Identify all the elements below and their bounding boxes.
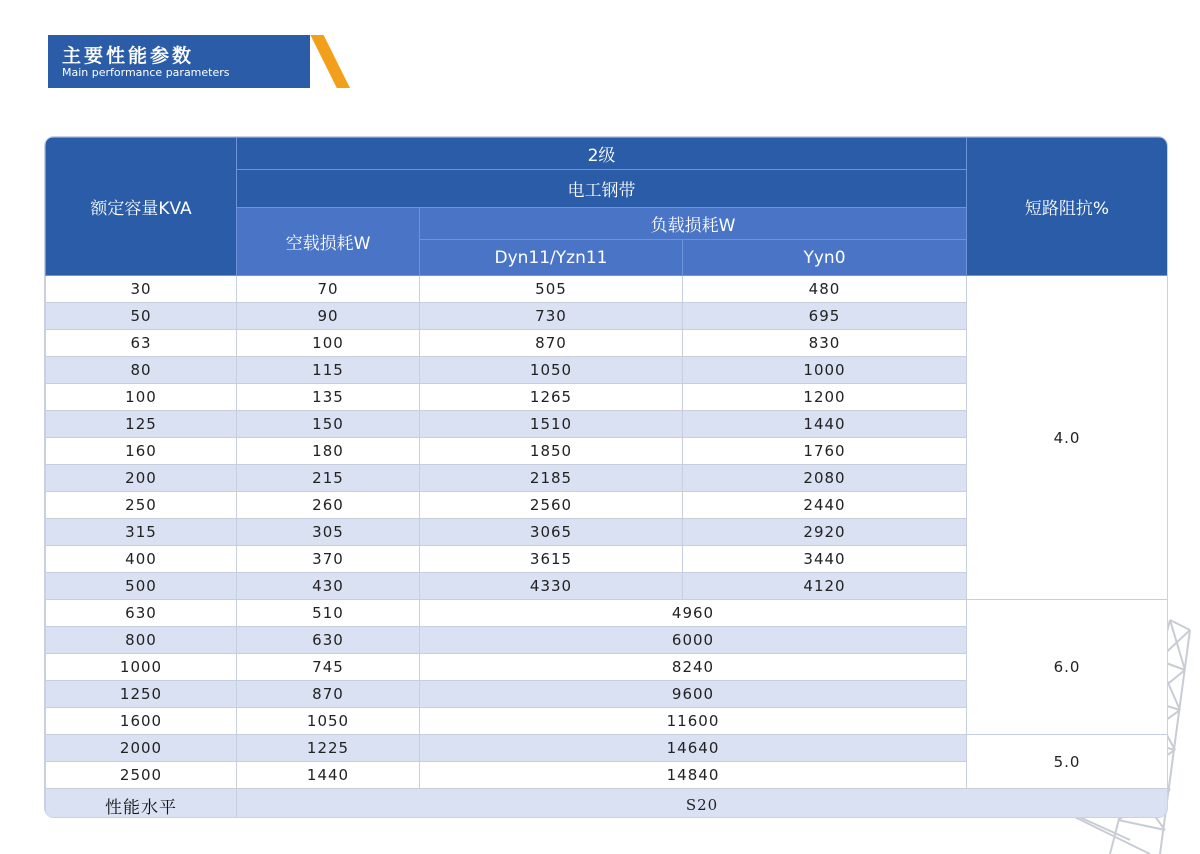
impedance-cell: 5.0 bbox=[967, 735, 1168, 789]
capacity-cell: 1000 bbox=[46, 654, 237, 681]
impedance-cell: 4.0 bbox=[967, 276, 1168, 600]
dyn-load-cell: 1510 bbox=[420, 411, 683, 438]
header-load-loss: 负载损耗W bbox=[420, 208, 967, 240]
table-row bbox=[46, 735, 1168, 762]
capacity-cell: 50 bbox=[46, 303, 237, 330]
capacity-cell: 2000 bbox=[46, 735, 237, 762]
table-row bbox=[46, 276, 1168, 303]
noload-cell: 135 bbox=[237, 384, 420, 411]
capacity-cell: 80 bbox=[46, 357, 237, 384]
yyn-load-cell: 2440 bbox=[683, 492, 967, 519]
dyn-load-cell: 1050 bbox=[420, 357, 683, 384]
dyn-load-cell: 870 bbox=[420, 330, 683, 357]
capacity-cell: 400 bbox=[46, 546, 237, 573]
noload-cell: 1225 bbox=[237, 735, 420, 762]
capacity-cell: 30 bbox=[46, 276, 237, 303]
capacity-cell: 125 bbox=[46, 411, 237, 438]
parameters-table-container bbox=[44, 136, 1168, 818]
impedance-cell: 6.0 bbox=[967, 600, 1168, 735]
noload-cell: 115 bbox=[237, 357, 420, 384]
noload-cell: 70 bbox=[237, 276, 420, 303]
dyn-load-cell: 3615 bbox=[420, 546, 683, 573]
header-capacity: 额定容量KVA bbox=[46, 138, 237, 276]
load-loss-cell: 4960 bbox=[420, 600, 967, 627]
dyn-load-cell: 1265 bbox=[420, 384, 683, 411]
dyn-load-cell: 3065 bbox=[420, 519, 683, 546]
header-noload-loss: 空载损耗W bbox=[237, 208, 420, 276]
header-impedance: 短路阻抗% bbox=[967, 138, 1168, 276]
capacity-cell: 100 bbox=[46, 384, 237, 411]
capacity-cell: 160 bbox=[46, 438, 237, 465]
capacity-cell: 1250 bbox=[46, 681, 237, 708]
section-title: 主要性能参数 bbox=[62, 45, 195, 67]
noload-cell: 305 bbox=[237, 519, 420, 546]
capacity-cell: 630 bbox=[46, 600, 237, 627]
yyn-load-cell: 830 bbox=[683, 330, 967, 357]
dyn-load-cell: 4330 bbox=[420, 573, 683, 600]
dyn-load-cell: 1850 bbox=[420, 438, 683, 465]
noload-cell: 745 bbox=[237, 654, 420, 681]
capacity-cell: 200 bbox=[46, 465, 237, 492]
load-loss-cell: 14640 bbox=[420, 735, 967, 762]
load-loss-cell: 9600 bbox=[420, 681, 967, 708]
header-yyn0: Yyn0 bbox=[683, 240, 967, 276]
noload-cell: 510 bbox=[237, 600, 420, 627]
yyn-load-cell: 1200 bbox=[683, 384, 967, 411]
dyn-load-cell: 505 bbox=[420, 276, 683, 303]
header-dyn11: Dyn11/Yzn11 bbox=[420, 240, 683, 276]
noload-cell: 100 bbox=[237, 330, 420, 357]
yyn-load-cell: 1760 bbox=[683, 438, 967, 465]
yyn-load-cell: 480 bbox=[683, 276, 967, 303]
capacity-cell: 2500 bbox=[46, 762, 237, 789]
header-material: 电工钢带 bbox=[237, 170, 967, 208]
capacity-cell: 250 bbox=[46, 492, 237, 519]
noload-cell: 150 bbox=[237, 411, 420, 438]
section-header bbox=[48, 35, 338, 88]
header-grade: 2级 bbox=[237, 138, 967, 170]
noload-cell: 1440 bbox=[237, 762, 420, 789]
noload-cell: 870 bbox=[237, 681, 420, 708]
load-loss-cell: 11600 bbox=[420, 708, 967, 735]
dyn-load-cell: 730 bbox=[420, 303, 683, 330]
noload-cell: 1050 bbox=[237, 708, 420, 735]
capacity-cell: 1600 bbox=[46, 708, 237, 735]
dyn-load-cell: 2185 bbox=[420, 465, 683, 492]
yyn-load-cell: 3440 bbox=[683, 546, 967, 573]
section-subtitle: Main performance parameters bbox=[62, 66, 230, 79]
load-loss-cell: 8240 bbox=[420, 654, 967, 681]
table-row bbox=[46, 600, 1168, 627]
noload-cell: 215 bbox=[237, 465, 420, 492]
yyn-load-cell: 1440 bbox=[683, 411, 967, 438]
capacity-cell: 63 bbox=[46, 330, 237, 357]
performance-level-label: 性能水平 bbox=[46, 789, 237, 819]
yyn-load-cell: 4120 bbox=[683, 573, 967, 600]
noload-cell: 430 bbox=[237, 573, 420, 600]
noload-cell: 370 bbox=[237, 546, 420, 573]
yyn-load-cell: 1000 bbox=[683, 357, 967, 384]
dyn-load-cell: 2560 bbox=[420, 492, 683, 519]
yyn-load-cell: 695 bbox=[683, 303, 967, 330]
performance-level-value: S20 bbox=[237, 789, 1168, 819]
noload-cell: 180 bbox=[237, 438, 420, 465]
capacity-cell: 500 bbox=[46, 573, 237, 600]
load-loss-cell: 14840 bbox=[420, 762, 967, 789]
noload-cell: 630 bbox=[237, 627, 420, 654]
noload-cell: 260 bbox=[237, 492, 420, 519]
yyn-load-cell: 2080 bbox=[683, 465, 967, 492]
yyn-load-cell: 2920 bbox=[683, 519, 967, 546]
parameters-table bbox=[45, 137, 1168, 818]
performance-level-row bbox=[46, 789, 1168, 819]
load-loss-cell: 6000 bbox=[420, 627, 967, 654]
noload-cell: 90 bbox=[237, 303, 420, 330]
capacity-cell: 800 bbox=[46, 627, 237, 654]
capacity-cell: 315 bbox=[46, 519, 237, 546]
